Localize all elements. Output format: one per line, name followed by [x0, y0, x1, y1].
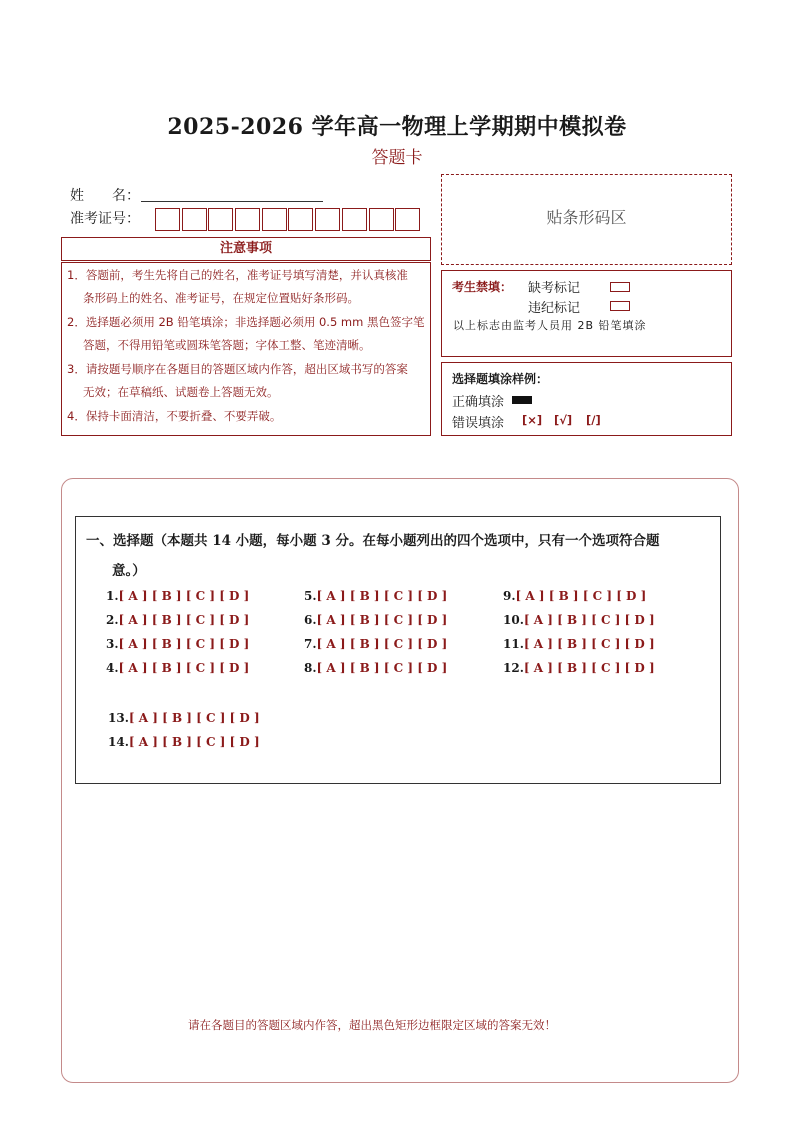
choice-row[interactable]	[503, 589, 646, 603]
choice-row[interactable]	[108, 711, 260, 725]
question-number: 2.	[106, 613, 119, 627]
id-digit-box[interactable]	[182, 208, 207, 231]
footer-note: 请在各题目的答题区域内作答，超出黑色矩形边框限定区域的答案无效！	[188, 1018, 556, 1032]
question-number: 13.	[108, 711, 129, 725]
id-digit-box[interactable]	[235, 208, 260, 231]
question-number: 8.	[304, 661, 317, 675]
wrong-mark-check: [√]	[554, 413, 573, 427]
choice-options[interactable]: [ A ] [ B ] [ C ] [ D ]	[128, 711, 260, 725]
absent-label: 缺考标记	[528, 281, 581, 296]
id-digit-box[interactable]	[288, 208, 313, 231]
choice-options[interactable]: [ A ] [ B ] [ C ] [ D ]	[118, 589, 250, 603]
forbidden-label: 考生禁填：	[452, 280, 513, 294]
id-digit-box[interactable]	[369, 208, 394, 231]
notice-item: 2．选择题必须用 2B 铅笔填涂；非选择题必须用 0.5 mm 黑色签字笔	[67, 315, 425, 329]
choice-row[interactable]	[106, 637, 249, 651]
choice-row[interactable]	[106, 661, 249, 675]
notice-item: 4．保持卡面清洁，不要折叠、不要弄破。	[67, 409, 282, 423]
choice-row[interactable]	[304, 613, 447, 627]
name-field[interactable]	[141, 200, 323, 202]
question-number: 4.	[106, 661, 119, 675]
notice-heading: 注意事项	[61, 237, 431, 261]
choice-options[interactable]: [ A ] [ B ] [ C ] [ D ]	[316, 613, 448, 627]
choice-row[interactable]	[503, 661, 655, 675]
forbidden-note: 以上标志由监考人员用 2B 铅笔填涂	[453, 319, 647, 332]
question-number: 11.	[503, 637, 524, 651]
choice-options[interactable]: [ A ] [ B ] [ C ] [ D ]	[523, 661, 655, 675]
choice-options[interactable]: [ A ] [ B ] [ C ] [ D ]	[523, 637, 655, 651]
choice-options[interactable]: [ A ] [ B ] [ C ] [ D ]	[523, 613, 655, 627]
name-label: 姓 名：	[70, 188, 140, 204]
barcode-area: 贴条形码区	[441, 174, 732, 265]
choice-row[interactable]	[304, 589, 447, 603]
choice-row[interactable]	[108, 735, 260, 749]
question-number: 10.	[503, 613, 524, 627]
id-boxes	[155, 208, 422, 231]
notice-item: 条形码上的姓名、准考证号，在规定位置贴好条形码。	[83, 291, 359, 305]
section-heading	[86, 526, 716, 586]
id-digit-box[interactable]	[395, 208, 420, 231]
question-number: 9.	[503, 589, 516, 603]
sample-heading: 选择题填涂样例：	[452, 372, 549, 386]
choice-options[interactable]: [ A ] [ B ] [ C ] [ D ]	[316, 637, 448, 651]
wrong-mark-x: [×]	[522, 413, 543, 427]
notice-item: 3．请按题号顺序在各题目的答题区域内作答，超出区域书写的答案	[67, 362, 408, 376]
question-number: 6.	[304, 613, 317, 627]
correct-fill-sample	[512, 396, 532, 404]
id-digit-box[interactable]	[315, 208, 340, 231]
question-number: 5.	[304, 589, 317, 603]
correct-label: 正确填涂	[452, 395, 505, 410]
id-digit-box[interactable]	[155, 208, 180, 231]
notice-item: 1．答题前，考生先将自己的姓名，准考证号填写清楚，并认真核准	[67, 268, 408, 282]
page-title: 2025-2026 学年高一物理上学期期中模拟卷	[167, 114, 627, 140]
choice-options[interactable]: [ A ] [ B ] [ C ] [ D ]	[118, 613, 250, 627]
notice-item: 答题，不得用铅笔或圆珠笔答题；字体工整、笔迹清晰。	[83, 338, 371, 352]
notice-item: 无效；在草稿纸、试题卷上答题无效。	[83, 385, 279, 399]
choice-options[interactable]: [ A ] [ B ] [ C ] [ D ]	[118, 661, 250, 675]
wrong-mark-slash: [/]	[586, 413, 601, 427]
id-digit-box[interactable]	[342, 208, 367, 231]
question-number: 1.	[106, 589, 119, 603]
choice-row[interactable]	[106, 589, 249, 603]
question-number: 12.	[503, 661, 524, 675]
page-subtitle: 答题卡	[371, 148, 423, 168]
id-label: 准考证号：	[70, 211, 140, 227]
choice-options[interactable]: [ A ] [ B ] [ C ] [ D ]	[316, 589, 448, 603]
wrong-label: 错误填涂	[452, 416, 505, 431]
question-number: 14.	[108, 735, 129, 749]
section-heading-line2: 意。）	[112, 563, 146, 579]
sample-box	[441, 362, 732, 436]
violation-label: 违纪标记	[528, 301, 581, 316]
id-digit-box[interactable]	[262, 208, 287, 231]
question-number: 3.	[106, 637, 119, 651]
question-number: 7.	[304, 637, 317, 651]
choice-row[interactable]	[503, 637, 655, 651]
choice-row[interactable]	[304, 661, 447, 675]
id-digit-box[interactable]	[208, 208, 233, 231]
section-heading-line1: 一、选择题（本题共 14 小题，每小题 3 分。在每小题列出的四个选项中，只有一个选项符合题	[86, 533, 660, 549]
choice-row[interactable]	[304, 637, 447, 651]
forbidden-box	[441, 270, 732, 357]
choice-row[interactable]	[106, 613, 249, 627]
choice-options[interactable]: [ A ] [ B ] [ C ] [ D ]	[316, 661, 448, 675]
choice-row[interactable]	[503, 613, 655, 627]
absent-mark[interactable]	[610, 282, 630, 292]
notice-body	[61, 262, 431, 436]
choice-options[interactable]: [ A ] [ B ] [ C ] [ D ]	[128, 735, 260, 749]
choice-options[interactable]: [ A ] [ B ] [ C ] [ D ]	[515, 589, 647, 603]
choice-options[interactable]: [ A ] [ B ] [ C ] [ D ]	[118, 637, 250, 651]
violation-mark[interactable]	[610, 301, 630, 311]
